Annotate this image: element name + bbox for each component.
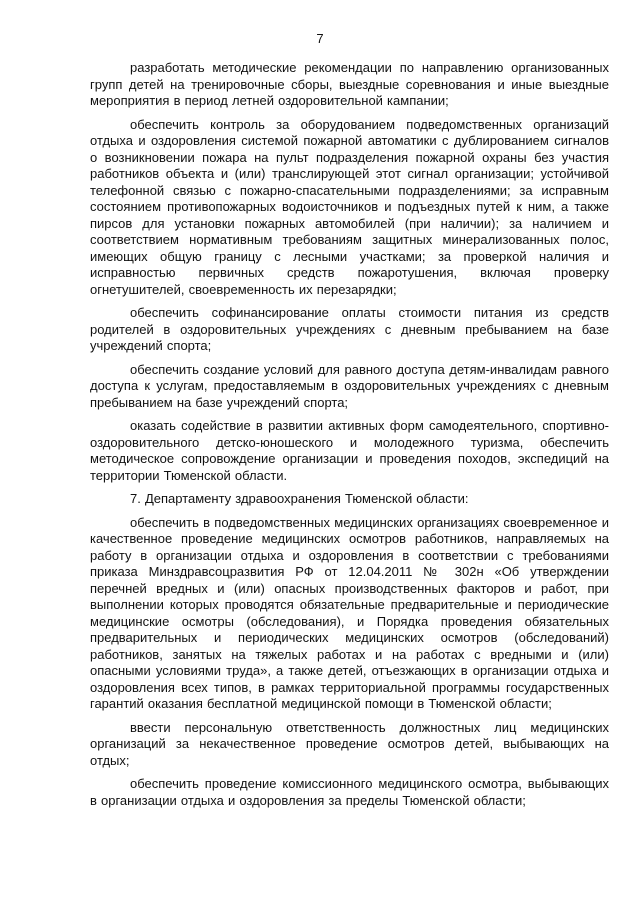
paragraph: обеспечить проведение комиссионного медицинского осмотра, выбывающих в организации отдыха и оздоровления за пределы Тюменской области; — [90, 776, 609, 808]
page-number: 7 — [316, 31, 324, 46]
paragraph: ввести персональную ответственность должностных лиц медицинских организаций за некачественное проведение осмотров детей, выбывающих на отдых; — [90, 719, 609, 768]
paragraph: разработать методические рекомендации по направлению организованных групп детей на тренировочные сборы, выездные соревнования и иные выездные мероприятия в период летней оздоровительной кампании; — [90, 60, 609, 108]
paragraph: обеспечить в подведомственных медицинских организациях своевременное и качественное проведение медицинских осмотров работников, направляемых на работу в организации отдыха и оздоровления в соответствии с требованиями приказа Минздравсоцразвития РФ от 12.04.2011 № 302н «Об утверждении перечней вредных и (или) опасных производственных факторов и работ, при выполнении которых проводятся обязательные предварительные и периодические медицинские осмотры (обследования), и Порядка проведения обязательных предварительных и периодических медицинских осмотров (обследований) работников, занятых на тяжелых работах и на работах с вредными и (или) опасными условиями труда», а также детей, отъезжающих в организации отдыха и оздоровления всех типов, в рамках территориальной программы государственных гарантий оказания бесплатной медицинской помощи в Тюменской области; — [90, 514, 609, 711]
paragraph: обеспечить контроль за оборудованием подведомственных организаций отдыха и оздоровления системой пожарной автоматики с дублированием сигналов о возникновении пожара на пульт подразделения пожарной охраны без участия работников объекта и (или) транслирующей этот сигнал организации; устойчивой телефонной связью с пожарно-спасательными подразделениями; за исправным состоянием противопожарных водоисточников и подъездных путей к ним, а также пирсов для установки пожарных автомобилей (при наличии); за наличием и соответствием нормативным требованиям защитных минерализованных полос, имеющих общую границу с лесными участками; за проверкой наличия и исправностью первичных средств пожаротушения, включая проверку огнетушителей, своевременность их перезарядки; — [90, 116, 609, 297]
page-body — [90, 60, 609, 816]
section-heading: 7. Департаменту здравоохранения Тюменской области: — [130, 491, 469, 506]
paragraph: обеспечить создание условий для равного доступа детям-инвалидам равного доступа к услугам, предоставляемым в оздоровительных учреждениях с дневным пребыванием на базе учреждений спорта; — [90, 361, 609, 410]
paragraph: обеспечить софинансирование оплаты стоимости питания из средств родителей в оздоровительных учреждениях с дневным пребыванием на базе учреждений спорта; — [90, 305, 609, 353]
paragraph: оказать содействие в развитии активных форм самодеятельного, спортивно-оздоровительного детско-юношеского и молодежного туризма, обеспечить методическое сопровождение организации и проведения походов, экспедиций на территории Тюменской области. — [90, 418, 609, 483]
